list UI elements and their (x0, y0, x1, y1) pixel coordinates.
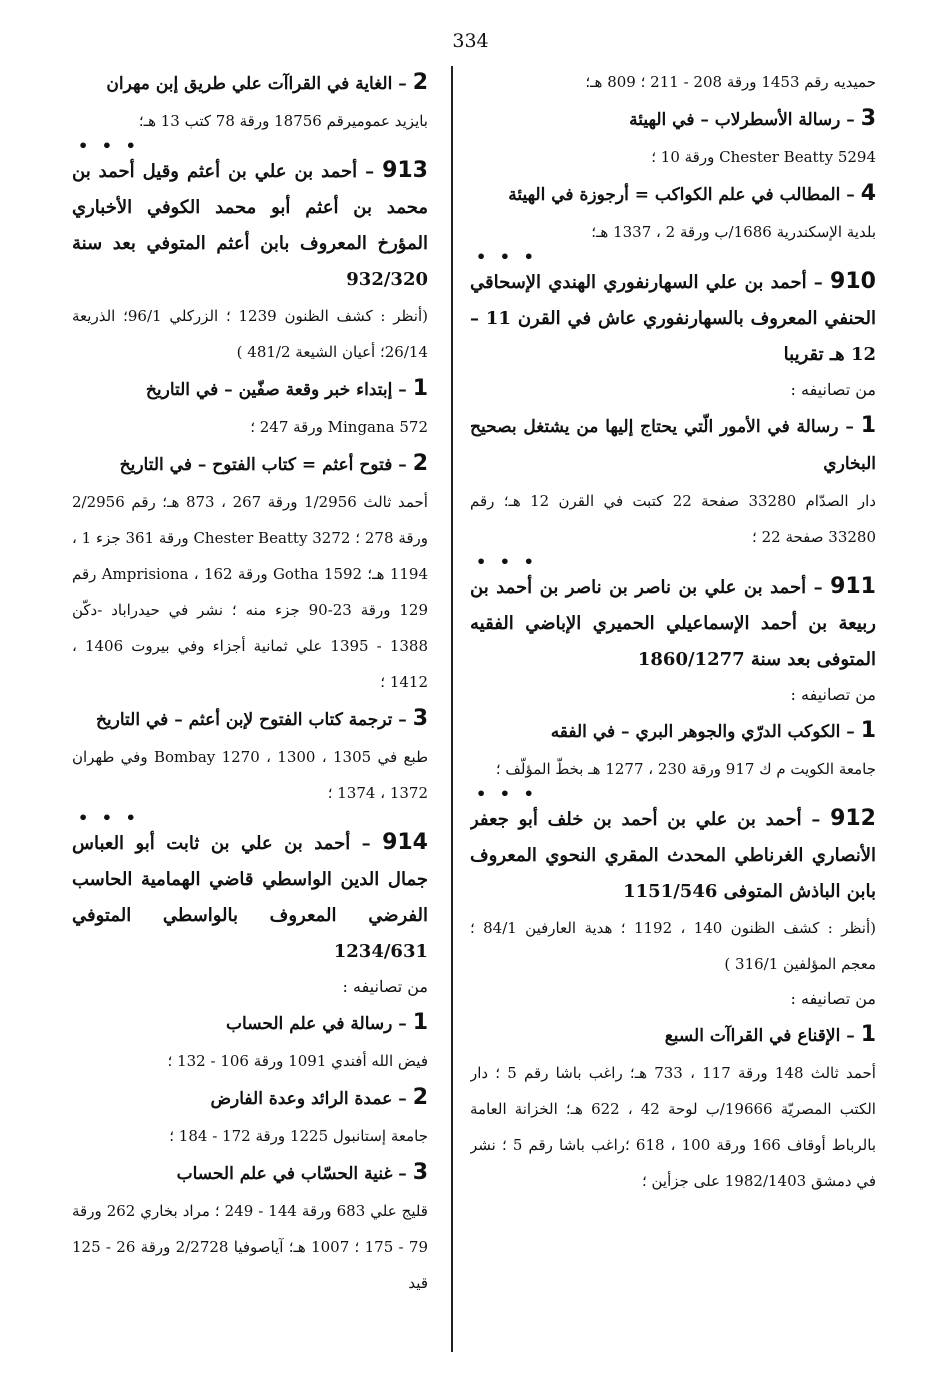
dash-separator: – (840, 185, 861, 205)
work-number: 1 (860, 718, 876, 743)
entry-heading (470, 801, 876, 910)
dash-separator: – (392, 1164, 413, 1184)
dash-separator: – (392, 1089, 413, 1109)
entry-number: 913 (382, 158, 428, 183)
reference-text: بلدية الإسكندرية 1686/ب ورقة 2 ، 1337 هـ؛ (591, 223, 876, 241)
work-number: 1 (412, 376, 428, 401)
section-heading: من تصانيفه : (342, 977, 428, 996)
entry-heading (72, 825, 428, 970)
work-number: 2 (412, 70, 428, 95)
reference-text: أحمد ثالث 148 ورقة 117 ، 733 هـ؛ راغب باشا رقم 5 ؛ دار الكتب المصريّة 19666/ب لوحة 42 ، 622 هـ؛ الخزانة العامة بالرباط أوقاف 166 ورقة 100 ، 618 ؛راغب باشا رقم 5 ؛ نشر في دمشق 1982/1403 على جزأين ؛ (470, 1064, 876, 1190)
work-title (470, 407, 876, 483)
reference-text: جامعة الكويت م ك 917 ورقة 230 ، 1277 هـ بخطّ المؤلّف ؛ (495, 760, 876, 778)
work-number: 1 (860, 413, 876, 438)
entry-separator: • • • (78, 808, 140, 827)
work-number: 2 (412, 1085, 428, 1110)
work-title-text: غنية الحسّاب في علم الحساب (176, 1164, 393, 1184)
work-title (72, 700, 428, 739)
work-number: 4 (860, 181, 876, 206)
work-title-text: الإقناع في القراآت السبع (664, 1026, 841, 1046)
dash-separator: – (392, 380, 413, 400)
entry-number: 910 (830, 269, 876, 294)
dash-separator: – (806, 577, 831, 598)
dash-separator: – (392, 1014, 413, 1034)
dash-separator: – (357, 161, 383, 182)
work-title-text: ترجمة كتاب الفتوح لإبن أعثم – في التاريخ (95, 710, 393, 730)
entry-heading (470, 264, 876, 373)
entry-separator: • • • (78, 136, 140, 155)
work-number: 1 (412, 1010, 428, 1035)
work-title (470, 100, 876, 139)
work-number: 2 (412, 451, 428, 476)
work-title-text: رسالة في علم الحساب (226, 1014, 393, 1034)
reference-text: Chester Beatty 5294 ورقة 10 ؛ (651, 148, 876, 166)
dash-separator: – (801, 809, 831, 830)
reference-text: حميديه رقم 1453 ورقة 208 - 211 ؛ 809 هـ؛ (585, 73, 876, 91)
column-divider (451, 66, 453, 1352)
dash-separator: – (392, 710, 413, 730)
entry-text: أحمد بن علي بن ناصر بن ناصر بن أحمد بن ربيعة بن أحمد الإسماعيلي الحميري الإباضي الفقيه المتوفى بعد سنة 1860/1277 (470, 577, 876, 670)
dash-separator: – (350, 833, 383, 854)
work-title (72, 445, 428, 484)
entry-number: 911 (830, 574, 876, 599)
work-title-text: إبتداء خبر وقعة صفّين – في التاريخ (145, 380, 393, 400)
entry-text: أحمد بن علي بن ثابت أبو العباس جمال الدين الواسطي قاضي الهمامية الحاسب الفرضي المعروف بالواسطي المتوفي 1234/631 (72, 833, 428, 962)
reference-text: أحمد ثالث 1/2956 ورقة 267 ، 873 هـ؛ رقم 2/2956 ورقة 278 ؛ Chester Beatty 3272 ورقة 361 جزء 1 ، 1194 هـ؛ Gotha 1592 ورقة 162 ، Amprisiona رقم 129 ورقة 23-90 جزء منه ؛ نشر في حيدراباد -دكّن 1388 - 1395 علي ثمانية أجزاء وفي بيروت 1406 ، 1412 ؛ (72, 493, 428, 691)
entry-separator: • • • (476, 247, 538, 266)
dash-separator: – (838, 417, 861, 437)
reference-text: (أنظر : كشف الظنون 140 ، 1192 ؛ هدية العارفين 84/1 ؛ معجم المؤلفين 316/1 ) (470, 919, 876, 973)
work-title (72, 1154, 428, 1193)
section-heading: من تصانيفه : (790, 989, 876, 1008)
work-title-text: فتوح أعثم = كتاب الفتوح – في التاريخ (119, 455, 393, 475)
work-title (470, 175, 876, 214)
work-title (470, 1016, 876, 1055)
entry-heading (72, 153, 428, 298)
work-title (72, 1004, 428, 1043)
entry-number: 914 (382, 830, 428, 855)
reference-text: (أنظر : كشف الظنون 1239 ؛ الزركلي 96/1؛ الذريعة 26/14؛ أعيان الشيعة 481/2 ) (72, 307, 428, 361)
entry-text: أحمد بن علي بن أحمد بن خلف أبو جعفر الأنصاري الغرناطي المحدث المقري النحوي المعروف بابن الباذش المتوفى 1151/546 (470, 809, 876, 902)
work-title (72, 64, 428, 103)
reference-text: Mingana 572 ورقة 247 ؛ (250, 418, 428, 436)
reference-text: طبع في Bombay 1270 ، 1300 ، 1305 وفي طهران 1372 ، 1374 ؛ (72, 748, 428, 802)
section-heading: من تصانيفه : (790, 380, 876, 399)
work-title (470, 712, 876, 751)
work-number: 3 (412, 706, 428, 731)
section-heading: من تصانيفه : (790, 685, 876, 704)
dash-separator: – (840, 110, 861, 130)
work-title-text: عمدة الرائد وعدة الفارض (210, 1089, 393, 1109)
work-title (72, 370, 428, 409)
entry-text: أحمد بن علي بن أعثم وقيل أحمد بن محمد بن أعثم أبو محمد الكوفي الأخباري المؤرخ المعروف بابن أعثم المتوفي بعد سنة 932/320 (72, 161, 428, 290)
dash-separator: – (392, 455, 413, 475)
dash-separator: – (392, 74, 413, 94)
reference-text: دار الصدّام 33280 صفحة 22 كتبت في القرن 12 هـ؛ رقم 33280 صفحة 22 ؛ (470, 492, 876, 546)
dash-separator: – (840, 1026, 861, 1046)
work-title-text: رسالة في الأمور الّتي يحتاج إليها من يشتغل بصحيح البخاري (470, 417, 876, 474)
reference-text: فيض الله أفندي 1091 ورقة 106 - 132 ؛ (167, 1052, 428, 1070)
work-title-text: الكوكب الدرّي والجوهر البري – في الفقه (550, 722, 841, 742)
entry-separator: • • • (476, 784, 538, 803)
dash-separator: – (806, 272, 831, 293)
entry-text: أحمد بن علي السهارنفوري الهندي الإسحاقي الحنفي المعروف بالسهارنفوري عاش في القرن 11 – 12 هـ تقريبا (470, 272, 876, 365)
work-number: 1 (860, 1022, 876, 1047)
reference-text: جامعة إستانبول 1225 ورقة 172 - 184 ؛ (169, 1127, 428, 1145)
left-column (72, 64, 428, 1301)
right-column (470, 64, 876, 1199)
entry-separator: • • • (476, 552, 538, 571)
reference-text: قليج علي 683 ورقة 144 - 249 ؛ مراد بخاري 262 ورقة 79 - 175 ؛ 1007 هـ؛ آياصوفيا 2/2728 ورقة 26 - 125 قيد (72, 1202, 428, 1292)
dash-separator: – (840, 722, 861, 742)
entry-number: 912 (830, 806, 876, 831)
entry-heading (470, 569, 876, 678)
work-title-text: رسالة الأسطرلاب – في الهيئة (629, 110, 841, 130)
reference-text: بايزيد عموميرقم 18756 ورقة 78 كتب 13 هـ؛ (138, 112, 428, 130)
page-number: 334 (452, 30, 489, 52)
work-title-text: الغاية في القراآت علي طريق إبن مهران (106, 74, 393, 94)
work-number: 3 (412, 1160, 428, 1185)
work-title (72, 1079, 428, 1118)
work-title-text: المطالب في علم الكواكب = أرجوزة في الهيئة (508, 185, 841, 205)
work-number: 3 (860, 106, 876, 131)
